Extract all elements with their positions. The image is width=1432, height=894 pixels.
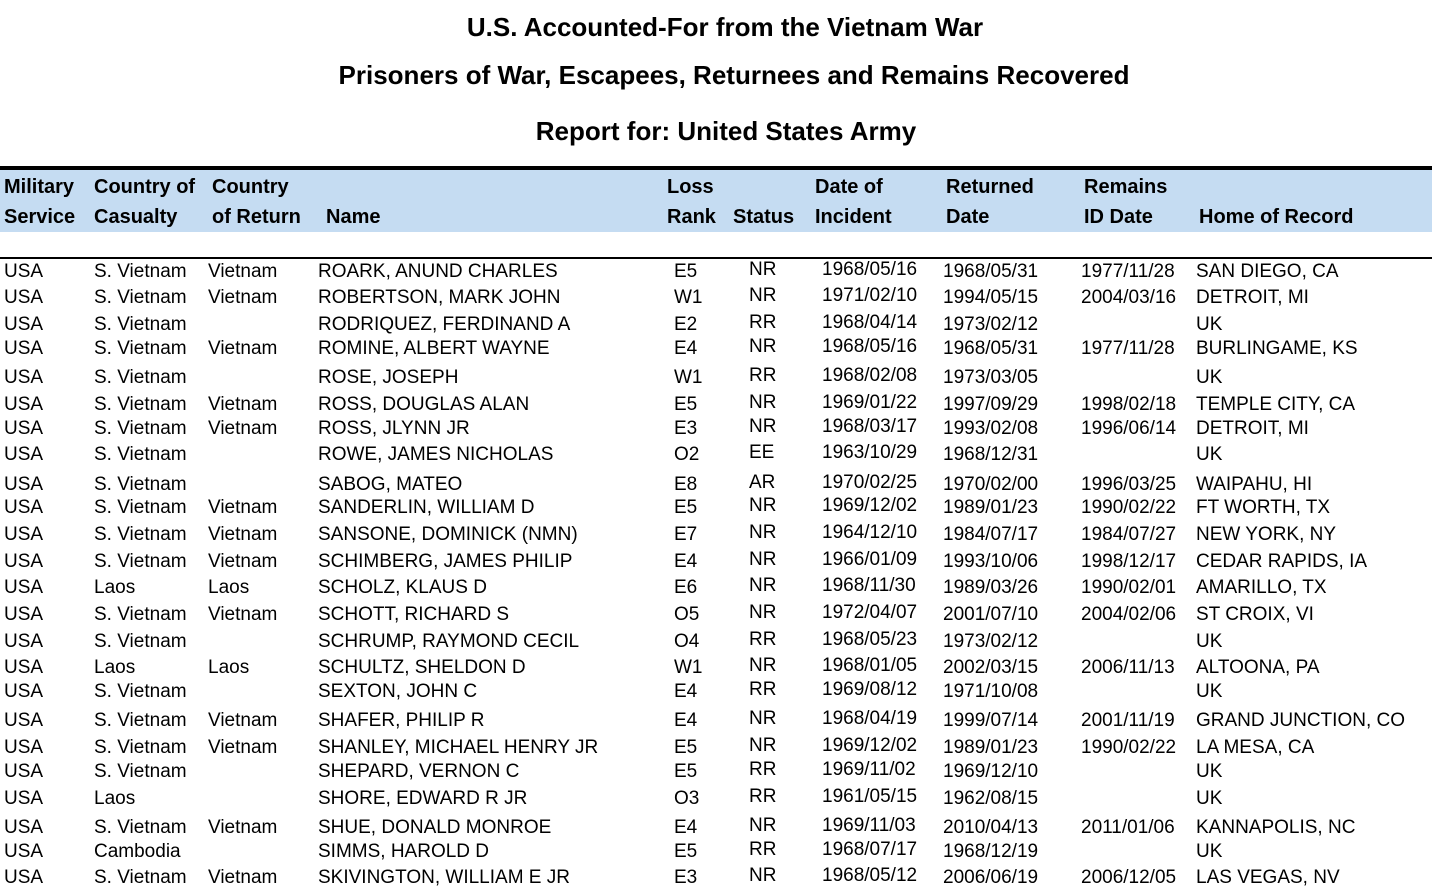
cell-country-casualty: S. Vietnam (94, 604, 187, 625)
cell-name: SHEPARD, VERNON C (318, 761, 520, 782)
header-home-line2: Home of Record (1199, 206, 1354, 228)
cell-military-service: USA (4, 314, 44, 335)
table-row (0, 815, 1432, 842)
header-country-return-line1: Country (212, 176, 289, 198)
cell-rank: E5 (674, 761, 698, 782)
cell-name: SHANLEY, MICHAEL HENRY JR (318, 737, 599, 758)
cell-returned-date: 2002/03/15 (943, 657, 1039, 678)
table-row (0, 575, 1432, 602)
cell-name: SCHIMBERG, JAMES PHILIP (318, 551, 573, 572)
cell-home-of-record: LAS VEGAS, NV (1196, 867, 1340, 888)
cell-name: SHORE, EDWARD R JR (318, 788, 528, 809)
cell-military-service: USA (4, 394, 44, 415)
cell-returned-date: 2010/04/13 (943, 817, 1039, 838)
cell-country-return: Vietnam (208, 551, 278, 572)
cell-country-casualty: S. Vietnam (94, 817, 187, 838)
cell-status: NR (749, 708, 777, 729)
table-row (0, 495, 1432, 522)
cell-returned-date: 1999/07/14 (943, 710, 1039, 731)
cell-returned-date: 1973/02/12 (943, 314, 1039, 335)
cell-remains-id-date: 1990/02/22 (1081, 497, 1177, 518)
table-row (0, 522, 1432, 549)
cell-incident-date: 1969/12/02 (822, 495, 918, 516)
cell-returned-date: 1993/02/08 (943, 418, 1039, 439)
table-row (0, 735, 1432, 762)
table-row (0, 839, 1432, 866)
table-row (0, 365, 1432, 392)
cell-name: ROSS, DOUGLAS ALAN (318, 394, 530, 415)
cell-incident-date: 1968/05/23 (822, 629, 918, 650)
cell-name: SHAFER, PHILIP R (318, 710, 485, 731)
cell-name: SCHOTT, RICHARD S (318, 604, 510, 625)
cell-home-of-record: UK (1196, 444, 1223, 465)
cell-status: NR (749, 416, 777, 437)
cell-rank: E5 (674, 261, 698, 282)
cell-country-casualty: S. Vietnam (94, 287, 187, 308)
cell-military-service: USA (4, 817, 44, 838)
cell-military-service: USA (4, 551, 44, 572)
cell-military-service: USA (4, 710, 44, 731)
table-row (0, 442, 1432, 469)
cell-returned-date: 1968/12/19 (943, 841, 1039, 862)
table-row (0, 679, 1432, 706)
cell-name: RODRIQUEZ, FERDINAND A (318, 314, 571, 335)
cell-remains-id-date: 1998/12/17 (1081, 551, 1177, 572)
cell-returned-date: 1989/01/23 (943, 737, 1039, 758)
cell-country-casualty: S. Vietnam (94, 338, 187, 359)
cell-military-service: USA (4, 737, 44, 758)
cell-rank: E5 (674, 394, 698, 415)
cell-rank: E6 (674, 577, 698, 598)
cell-name: ROSE, JOSEPH (318, 367, 459, 388)
cell-status: NR (749, 815, 777, 836)
cell-incident-date: 1968/07/17 (822, 839, 918, 860)
cell-country-return: Vietnam (208, 261, 278, 282)
cell-rank: O3 (674, 788, 700, 809)
cell-country-casualty: S. Vietnam (94, 551, 187, 572)
cell-home-of-record: UK (1196, 761, 1223, 782)
cell-rank: E4 (674, 338, 698, 359)
cell-rank: E3 (674, 418, 698, 439)
cell-name: SCHULTZ, SHELDON D (318, 657, 526, 678)
cell-incident-date: 1969/08/12 (822, 679, 918, 700)
cell-country-return: Vietnam (208, 737, 278, 758)
header-returned-line2: Date (946, 206, 990, 228)
cell-country-return: Vietnam (208, 710, 278, 731)
cell-status: NR (749, 392, 777, 413)
cell-country-casualty: S. Vietnam (94, 737, 187, 758)
cell-remains-id-date: 1977/11/28 (1081, 261, 1175, 282)
cell-home-of-record: UK (1196, 788, 1223, 809)
report-title: U.S. Accounted-For from the Vietnam War (466, 12, 984, 42)
cell-remains-id-date: 1990/02/22 (1081, 737, 1177, 758)
cell-remains-id-date: 2004/02/06 (1081, 604, 1177, 625)
cell-remains-id-date: 2011/01/06 (1081, 817, 1175, 838)
cell-incident-date: 1972/04/07 (822, 602, 918, 623)
cell-home-of-record: NEW YORK, NY (1196, 524, 1337, 545)
cell-home-of-record: UK (1196, 841, 1223, 862)
cell-returned-date: 1962/08/15 (943, 788, 1039, 809)
cell-country-casualty: Laos (94, 788, 136, 809)
cell-country-casualty: S. Vietnam (94, 681, 187, 702)
header-country-casualty-line2: Casualty (94, 206, 178, 228)
cell-home-of-record: UK (1196, 631, 1223, 652)
cell-home-of-record: GRAND JUNCTION, CO (1196, 710, 1405, 731)
cell-home-of-record: ALTOONA, PA (1196, 657, 1320, 678)
cell-status: RR (749, 679, 777, 700)
cell-name: ROMINE, ALBERT WAYNE (318, 338, 550, 359)
report-subtitle: Prisoners of War, Escapees, Returnees and Remains Recovered (338, 60, 1130, 90)
cell-status: NR (749, 495, 777, 516)
cell-incident-date: 1968/11/30 (822, 575, 916, 596)
header-remains-line2: ID Date (1084, 206, 1153, 228)
cell-name: SANSONE, DOMINICK (NMN) (318, 524, 578, 545)
cell-military-service: USA (4, 261, 44, 282)
cell-rank: O2 (674, 444, 700, 465)
cell-remains-id-date: 2006/11/13 (1081, 657, 1175, 678)
cell-rank: E4 (674, 681, 698, 702)
cell-status: NR (749, 285, 777, 306)
cell-remains-id-date: 1984/07/27 (1081, 524, 1177, 545)
cell-military-service: USA (4, 867, 44, 888)
cell-military-service: USA (4, 524, 44, 545)
header-returned-line1: Returned (946, 176, 1034, 198)
table-row (0, 655, 1432, 682)
cell-incident-date: 1968/05/12 (822, 865, 918, 886)
cell-incident-date: 1969/11/03 (822, 815, 916, 836)
cell-incident-date: 1969/11/02 (822, 759, 916, 780)
table-row (0, 708, 1432, 735)
cell-incident-date: 1968/04/14 (822, 312, 918, 333)
cell-country-casualty: S. Vietnam (94, 474, 187, 495)
cell-name: ROWE, JAMES NICHOLAS (318, 444, 554, 465)
cell-returned-date: 1997/09/29 (943, 394, 1039, 415)
cell-status: NR (749, 522, 777, 543)
cell-returned-date: 1968/12/31 (943, 444, 1039, 465)
cell-status: NR (749, 549, 777, 570)
cell-remains-id-date: 1996/06/14 (1081, 418, 1177, 439)
cell-military-service: USA (4, 761, 44, 782)
cell-home-of-record: UK (1196, 681, 1223, 702)
cell-rank: E2 (674, 314, 698, 335)
cell-military-service: USA (4, 287, 44, 308)
cell-returned-date: 1971/10/08 (943, 681, 1039, 702)
cell-incident-date: 1963/10/29 (822, 442, 918, 463)
cell-remains-id-date: 1998/02/18 (1081, 394, 1177, 415)
cell-incident-date: 1970/02/25 (822, 472, 918, 493)
header-country-casualty-line1: Country of (94, 176, 196, 198)
cell-country-casualty: S. Vietnam (94, 367, 187, 388)
cell-returned-date: 2006/06/19 (943, 867, 1039, 888)
cell-returned-date: 1968/05/31 (943, 338, 1039, 359)
cell-rank: W1 (674, 367, 703, 388)
cell-returned-date: 1970/02/00 (943, 474, 1039, 495)
header-military-line2: Service (4, 206, 76, 228)
table-row (0, 759, 1432, 786)
cell-military-service: USA (4, 367, 44, 388)
cell-status: NR (749, 575, 777, 596)
cell-returned-date: 1989/01/23 (943, 497, 1039, 518)
header-incident-line1: Date of (815, 176, 883, 198)
cell-status: RR (749, 365, 777, 386)
cell-military-service: USA (4, 474, 44, 495)
cell-home-of-record: BURLINGAME, KS (1196, 338, 1358, 359)
cell-status: RR (749, 839, 777, 860)
cell-returned-date: 1969/12/10 (943, 761, 1039, 782)
cell-status: NR (749, 602, 777, 623)
cell-incident-date: 1969/01/22 (822, 392, 918, 413)
cell-returned-date: 2001/07/10 (943, 604, 1039, 625)
cell-country-return: Vietnam (208, 287, 278, 308)
table-row (0, 602, 1432, 629)
cell-home-of-record: TEMPLE CITY, CA (1196, 394, 1356, 415)
cell-status: NR (749, 865, 777, 886)
cell-returned-date: 1994/05/15 (943, 287, 1039, 308)
cell-status: RR (749, 786, 777, 807)
cell-country-return: Vietnam (208, 338, 278, 359)
cell-country-casualty: S. Vietnam (94, 761, 187, 782)
cell-incident-date: 1964/12/10 (822, 522, 918, 543)
cell-country-return: Laos (208, 657, 250, 678)
cell-incident-date: 1968/05/16 (822, 336, 918, 357)
cell-rank: E5 (674, 737, 698, 758)
cell-military-service: USA (4, 444, 44, 465)
cell-name: ROSS, JLYNN JR (318, 418, 470, 439)
cell-military-service: USA (4, 497, 44, 518)
cell-incident-date: 1968/05/16 (822, 259, 918, 280)
cell-name: ROBERTSON, MARK JOHN (318, 287, 561, 308)
cell-country-return: Laos (208, 577, 250, 598)
cell-home-of-record: LA MESA, CA (1196, 737, 1315, 758)
cell-status: NR (749, 336, 777, 357)
table-row (0, 392, 1432, 419)
cell-military-service: USA (4, 418, 44, 439)
cell-military-service: USA (4, 657, 44, 678)
cell-country-return: Vietnam (208, 817, 278, 838)
cell-country-casualty: S. Vietnam (94, 418, 187, 439)
cell-status: RR (749, 312, 777, 333)
cell-home-of-record: ST CROIX, VI (1196, 604, 1314, 625)
cell-rank: E7 (674, 524, 698, 545)
cell-country-return: Vietnam (208, 394, 278, 415)
table-row (0, 285, 1432, 312)
cell-rank: E3 (674, 867, 698, 888)
cell-returned-date: 1973/03/05 (943, 367, 1039, 388)
cell-military-service: USA (4, 841, 44, 862)
cell-name: SCHRUMP, RAYMOND CECIL (318, 631, 580, 652)
cell-country-casualty: S. Vietnam (94, 631, 187, 652)
cell-rank: E8 (674, 474, 698, 495)
table-row (0, 549, 1432, 576)
cell-incident-date: 1968/02/08 (822, 365, 918, 386)
cell-country-casualty: S. Vietnam (94, 261, 187, 282)
cell-country-return: Vietnam (208, 867, 278, 888)
cell-country-casualty: S. Vietnam (94, 314, 187, 335)
cell-incident-date: 1961/05/15 (822, 786, 918, 807)
cell-home-of-record: FT WORTH, TX (1196, 497, 1331, 518)
cell-name: ROARK, ANUND CHARLES (318, 261, 558, 282)
cell-country-return: Vietnam (208, 524, 278, 545)
cell-military-service: USA (4, 788, 44, 809)
cell-rank: W1 (674, 287, 703, 308)
cell-status: RR (749, 759, 777, 780)
cell-rank: O4 (674, 631, 700, 652)
cell-home-of-record: WAIPAHU, HI (1196, 474, 1313, 495)
cell-rank: E5 (674, 841, 698, 862)
cell-military-service: USA (4, 338, 44, 359)
cell-country-casualty: Laos (94, 577, 136, 598)
cell-status: NR (749, 655, 777, 676)
cell-home-of-record: UK (1196, 314, 1223, 335)
cell-remains-id-date: 2001/11/19 (1081, 710, 1175, 731)
table-row (0, 312, 1432, 339)
header-military-line1: Military (4, 176, 75, 198)
cell-returned-date: 1989/03/26 (943, 577, 1039, 598)
cell-home-of-record: UK (1196, 367, 1223, 388)
header-incident-line2: Incident (815, 206, 892, 228)
cell-country-casualty: S. Vietnam (94, 394, 187, 415)
cell-name: SHUE, DONALD MONROE (318, 817, 552, 838)
cell-remains-id-date: 1996/03/25 (1081, 474, 1177, 495)
report-for: Report for: United States Army (535, 116, 917, 146)
cell-incident-date: 1971/02/10 (822, 285, 918, 306)
table-row (0, 629, 1432, 656)
table-row (0, 786, 1432, 813)
cell-rank: E4 (674, 710, 698, 731)
cell-remains-id-date: 2004/03/16 (1081, 287, 1177, 308)
cell-name: SEXTON, JOHN C (318, 681, 478, 702)
cell-country-return: Vietnam (208, 418, 278, 439)
header-name-line2: Name (326, 206, 381, 228)
cell-name: SKIVINGTON, WILLIAM E JR (318, 867, 570, 888)
cell-home-of-record: DETROIT, MI (1196, 287, 1309, 308)
cell-military-service: USA (4, 631, 44, 652)
cell-country-return: Vietnam (208, 604, 278, 625)
header-status-line2: Status (733, 206, 795, 228)
cell-rank: E5 (674, 497, 698, 518)
header-country-return-line2: of Return (212, 206, 301, 228)
cell-returned-date: 1968/05/31 (943, 261, 1039, 282)
cell-returned-date: 1973/02/12 (943, 631, 1039, 652)
table-row (0, 336, 1432, 363)
cell-home-of-record: AMARILLO, TX (1196, 577, 1327, 598)
cell-status: NR (749, 259, 777, 280)
cell-home-of-record: DETROIT, MI (1196, 418, 1309, 439)
cell-status: NR (749, 735, 777, 756)
cell-incident-date: 1968/04/19 (822, 708, 918, 729)
cell-status: AR (749, 472, 776, 493)
cell-incident-date: 1968/03/17 (822, 416, 918, 437)
cell-name: SIMMS, HAROLD D (318, 841, 490, 862)
cell-incident-date: 1969/12/02 (822, 735, 918, 756)
cell-name: SANDERLIN, WILLIAM D (318, 497, 535, 518)
header-remains-line1: Remains (1084, 176, 1168, 198)
table-row (0, 259, 1432, 286)
cell-returned-date: 1993/10/06 (943, 551, 1039, 572)
cell-home-of-record: CEDAR RAPIDS, IA (1196, 551, 1368, 572)
cell-rank: E4 (674, 817, 698, 838)
cell-rank: O5 (674, 604, 700, 625)
cell-status: EE (749, 442, 775, 463)
cell-country-return: Vietnam (208, 497, 278, 518)
cell-remains-id-date: 1977/11/28 (1081, 338, 1175, 359)
cell-country-casualty: S. Vietnam (94, 497, 187, 518)
cell-name: SABOG, MATEO (318, 474, 463, 495)
cell-country-casualty: S. Vietnam (94, 710, 187, 731)
cell-incident-date: 1966/01/09 (822, 549, 918, 570)
cell-military-service: USA (4, 577, 44, 598)
cell-returned-date: 1984/07/17 (943, 524, 1039, 545)
header-rank-line1: Loss (667, 176, 714, 198)
cell-remains-id-date: 2006/12/05 (1081, 867, 1177, 888)
header-rank-line2: Rank (667, 206, 716, 228)
cell-rank: W1 (674, 657, 703, 678)
cell-country-casualty: S. Vietnam (94, 867, 187, 888)
cell-country-casualty: S. Vietnam (94, 524, 187, 545)
table-row (0, 416, 1432, 443)
cell-remains-id-date: 1990/02/01 (1081, 577, 1177, 598)
cell-rank: E4 (674, 551, 698, 572)
cell-status: RR (749, 629, 777, 650)
cell-incident-date: 1968/01/05 (822, 655, 918, 676)
cell-country-casualty: Cambodia (94, 841, 181, 862)
cell-military-service: USA (4, 604, 44, 625)
cell-military-service: USA (4, 681, 44, 702)
table-row (0, 865, 1432, 892)
cell-home-of-record: SAN DIEGO, CA (1196, 261, 1339, 282)
cell-country-casualty: Laos (94, 657, 136, 678)
cell-name: SCHOLZ, KLAUS D (318, 577, 487, 598)
cell-home-of-record: KANNAPOLIS, NC (1196, 817, 1356, 838)
cell-country-casualty: S. Vietnam (94, 444, 187, 465)
